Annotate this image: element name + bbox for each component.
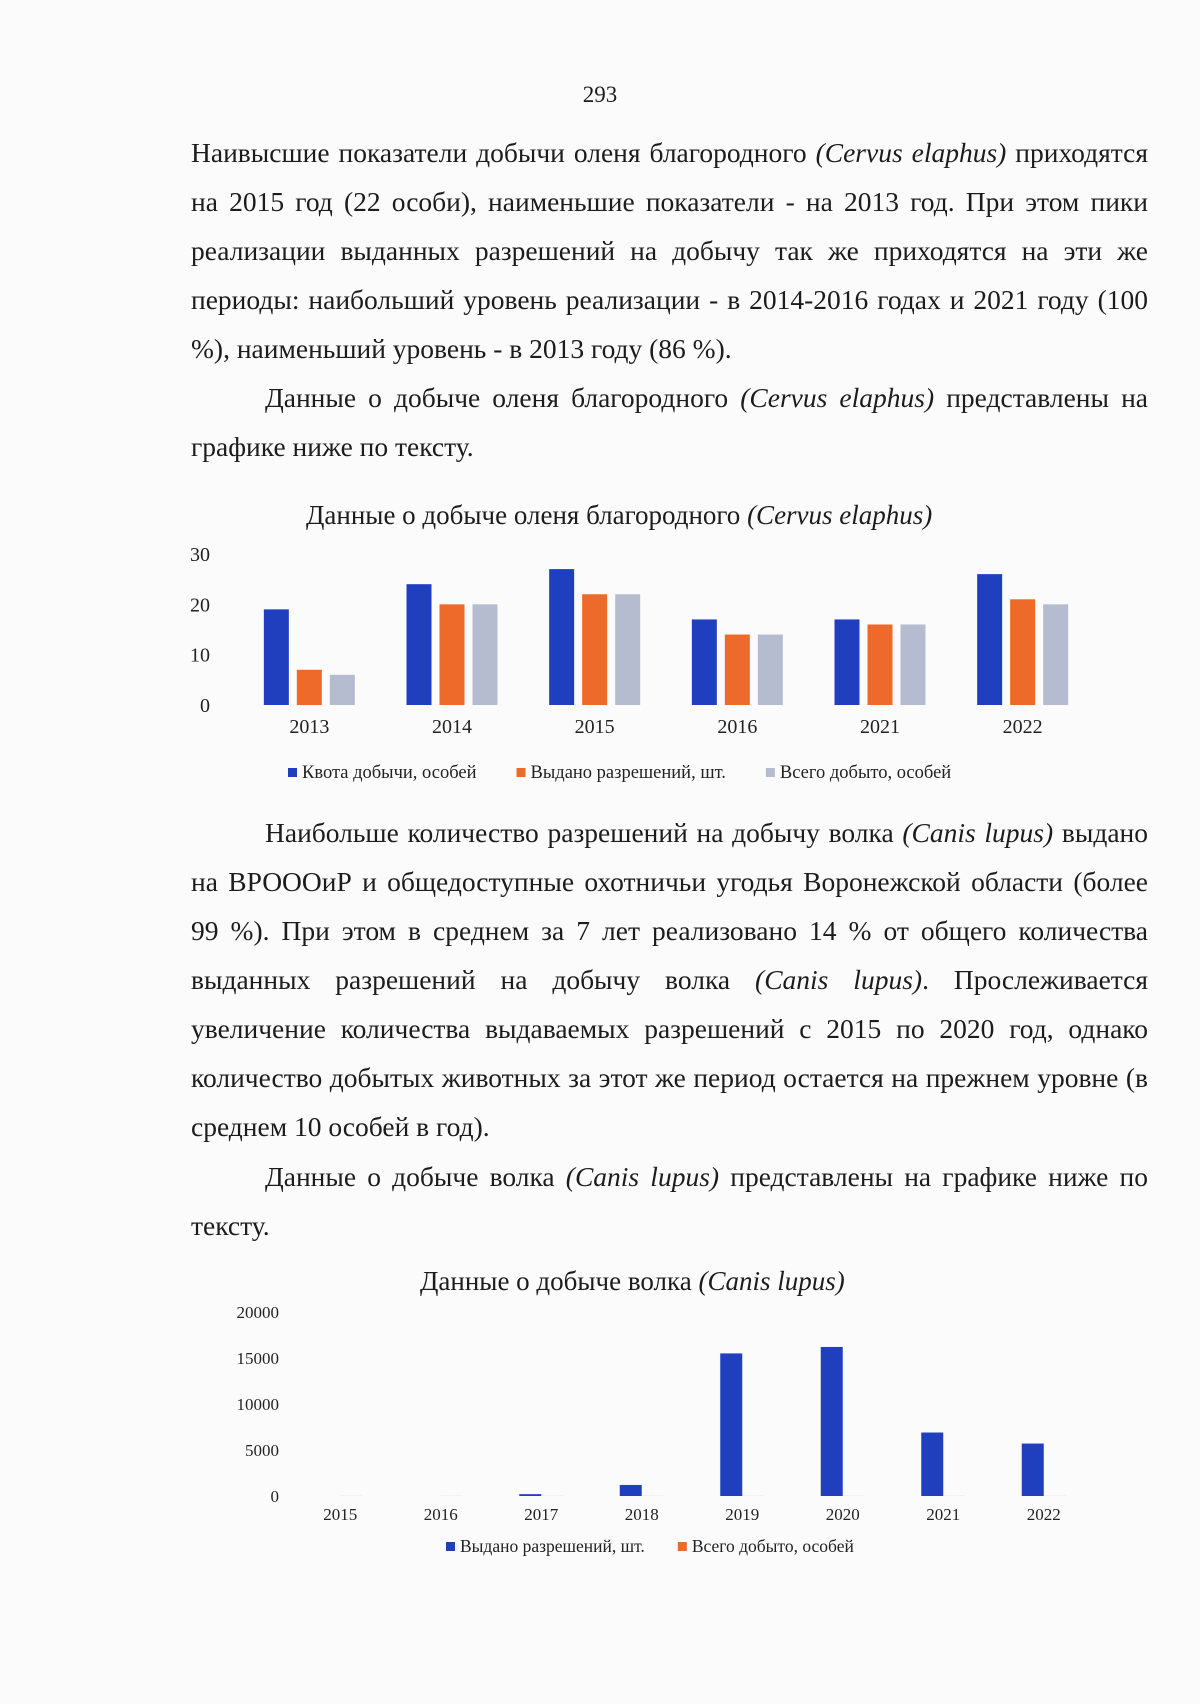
paragraph-wolf-summary bbox=[191, 808, 1148, 1151]
bar bbox=[977, 574, 1002, 705]
bar bbox=[692, 619, 717, 705]
species-name: (Canis lupus) bbox=[565, 1161, 720, 1192]
bar bbox=[835, 619, 860, 705]
species-name: (Canis lupus) bbox=[902, 817, 1054, 848]
x-tick-label: 2016 bbox=[423, 1505, 458, 1524]
legend-label: Выдано разрешений, шт. bbox=[460, 1536, 645, 1556]
y-tick-label: 10000 bbox=[236, 1394, 279, 1414]
wolf-chart bbox=[0, 1300, 1200, 1580]
deer-chart-title bbox=[306, 500, 932, 531]
x-tick-label: 2019 bbox=[725, 1505, 760, 1524]
bar bbox=[901, 624, 926, 705]
x-tick-label: 2020 bbox=[825, 1505, 860, 1524]
legend-swatch bbox=[288, 768, 297, 777]
x-tick-label: 2022 bbox=[1002, 716, 1043, 738]
paragraph-text: представлены на графике ниже по тексту. bbox=[191, 1161, 1149, 1241]
paragraph-wolf-chart-intro bbox=[191, 1152, 1148, 1250]
bar bbox=[473, 604, 498, 705]
y-tick-label: 15000 bbox=[236, 1348, 279, 1368]
y-tick-label: 5000 bbox=[245, 1440, 279, 1460]
paragraph-text: Данные о добыче оленя благородного bbox=[265, 382, 741, 413]
paragraph-text: Наивысшие показатели добычи оленя благородного bbox=[191, 137, 816, 168]
legend-label: Выдано разрешений, шт. bbox=[530, 763, 726, 783]
x-tick-label: 2021 bbox=[860, 716, 900, 738]
x-tick-label: 2017 bbox=[524, 1505, 559, 1524]
bar bbox=[582, 594, 607, 705]
paragraph-text: Данные о добыче волка bbox=[265, 1161, 566, 1192]
bar bbox=[821, 1347, 843, 1496]
x-tick-label: 2022 bbox=[1026, 1505, 1061, 1524]
chart-title-species: (Cervus elaphus) bbox=[747, 500, 933, 530]
page-number: 293 bbox=[582, 82, 618, 107]
chart-title-text: Данные о добыче оленя благородного bbox=[306, 500, 741, 530]
paragraph-text: приходятся на 2015 год (22 особи), наименьшие показатели - на 2013 год. При этом пики реализации выданных разрешений на добычу так же приходятся на эти же периоды: наибольший уровень реализации - в 2014-2016 годах и 2021 году (100 %), наименьший уровень - в 2013 году (86 %). bbox=[191, 137, 1148, 364]
y-tick-label: 20 bbox=[190, 594, 210, 617]
bar bbox=[620, 1485, 642, 1496]
legend-label: Всего добыто, особей bbox=[691, 1536, 854, 1556]
chart-title-text: Данные о добыче волка bbox=[420, 1266, 692, 1296]
species-name: (Cervus elaphus) bbox=[815, 137, 1007, 168]
bar bbox=[519, 1494, 541, 1496]
x-tick-label: 2018 bbox=[624, 1505, 659, 1524]
bar bbox=[297, 670, 322, 705]
x-tick-label: 2015 bbox=[323, 1505, 358, 1524]
legend-swatch bbox=[446, 1542, 455, 1551]
bar bbox=[1022, 1444, 1044, 1496]
bar bbox=[440, 604, 465, 705]
y-tick-label: 0 bbox=[270, 1486, 279, 1506]
bar bbox=[1010, 599, 1035, 705]
x-tick-label: 2014 bbox=[432, 716, 472, 738]
paragraph-text: выдано на ВРОООиР и общедоступные охотничьи угодья Воронежской области (более 99 %). При этом в среднем за 7 лет реализовано 14 % от общего количества выданных разрешений на добычу волка bbox=[191, 817, 1148, 995]
x-tick-label: 2013 bbox=[289, 716, 330, 738]
paragraph-deer-summary bbox=[191, 128, 1148, 373]
paragraph-text: Наибольше количество разрешений на добычу волка bbox=[265, 817, 903, 848]
bar bbox=[868, 624, 893, 705]
x-tick-label: 2016 bbox=[717, 716, 758, 738]
y-tick-label: 20000 bbox=[236, 1302, 279, 1322]
paragraph-text: представлены на графике ниже по тексту. bbox=[191, 382, 1148, 462]
bar bbox=[407, 584, 432, 705]
legend-swatch bbox=[766, 768, 775, 777]
y-tick-label: 10 bbox=[190, 644, 210, 667]
legend-swatch bbox=[678, 1542, 687, 1551]
bar bbox=[758, 635, 783, 705]
paragraph-deer-chart-intro bbox=[191, 373, 1148, 471]
bar bbox=[1043, 604, 1068, 705]
bar bbox=[264, 609, 289, 705]
y-tick-label: 0 bbox=[200, 695, 210, 717]
chart-title-species: (Canis lupus) bbox=[698, 1266, 845, 1296]
legend-label: Всего добыто, особей bbox=[779, 763, 952, 783]
bar bbox=[725, 635, 750, 705]
legend-label: Квота добычи, особей bbox=[302, 763, 477, 783]
y-tick-label: 30 bbox=[190, 544, 210, 566]
species-name: (Cervus elaphus) bbox=[740, 382, 935, 413]
bar bbox=[549, 569, 574, 705]
x-tick-label: 2015 bbox=[574, 716, 615, 738]
bar bbox=[720, 1353, 742, 1496]
species-name: (Canis lupus) bbox=[755, 964, 923, 995]
legend-swatch bbox=[517, 768, 526, 777]
wolf-chart-title bbox=[420, 1266, 845, 1297]
deer-chart bbox=[0, 540, 1200, 783]
bar bbox=[330, 675, 355, 705]
x-tick-label: 2021 bbox=[926, 1505, 961, 1524]
paragraph-text: . Прослеживается увеличение количества выдаваемых разрешений с 2015 по 2020 год, однако количество добытых животных за этот же период остается на прежнем уровне (в среднем 10 особей в год). bbox=[191, 964, 1149, 1142]
bar bbox=[921, 1433, 943, 1496]
bar bbox=[615, 594, 640, 705]
